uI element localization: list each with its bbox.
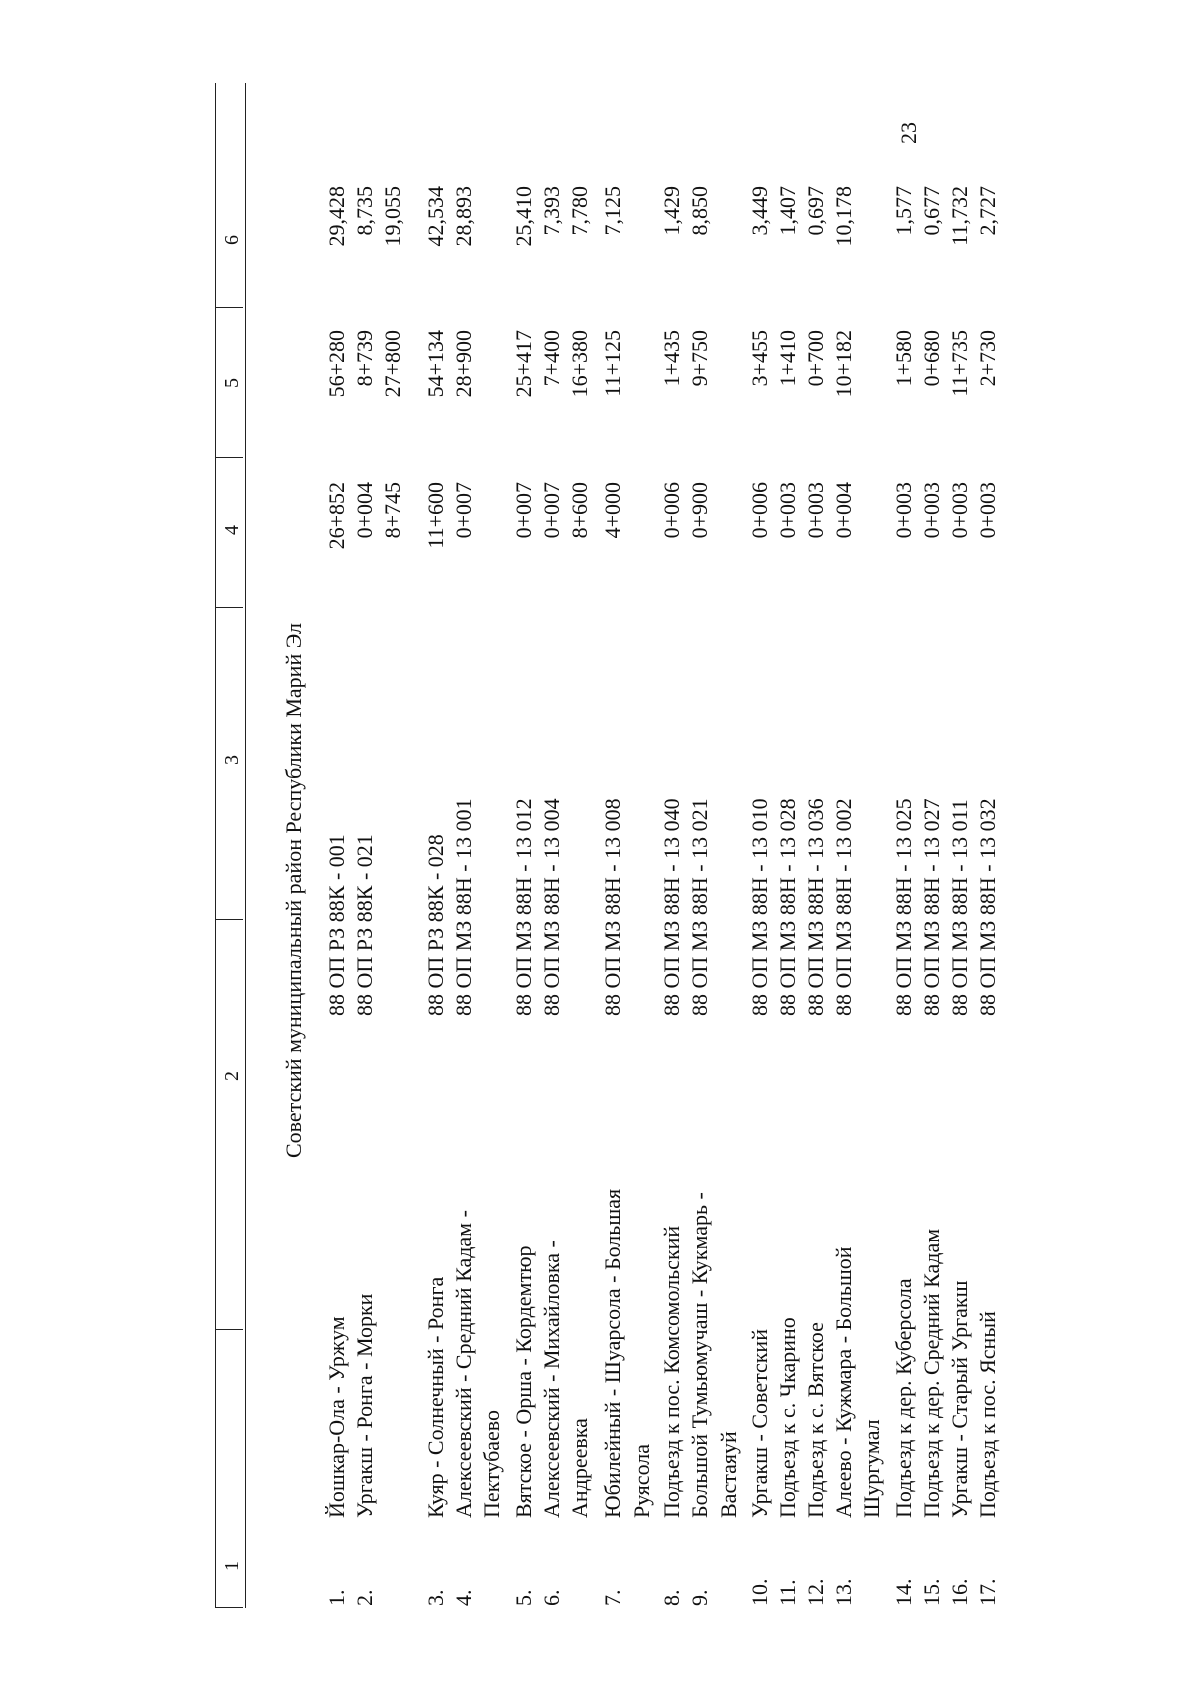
road-name: Куяр - Солнечный - Ронга — [423, 1276, 448, 1518]
start-km: 0+003 — [891, 482, 916, 539]
row-number: 4. — [451, 1589, 476, 1606]
end-km: 10+182 — [831, 330, 856, 398]
length-km: 1,429 — [659, 186, 684, 236]
road-id-code: 88 ОП МЗ 88Н - 13 004 — [539, 798, 564, 1016]
length-km: 0,677 — [919, 186, 944, 236]
row-number: 16. — [947, 1578, 972, 1606]
length-km: 7,780 — [567, 186, 592, 236]
road-name: Подъезд к дер. Средний Кадам — [919, 1228, 944, 1518]
column-number: 3 — [221, 755, 243, 765]
start-km: 0+004 — [831, 482, 856, 539]
end-km: 9+750 — [687, 330, 712, 387]
road-name: Ургакш - Ронга - Морки — [352, 1293, 377, 1518]
length-km: 8,735 — [352, 186, 377, 236]
row-number: 10. — [747, 1578, 772, 1606]
row-number: 5. — [511, 1589, 536, 1606]
column-number: 4 — [221, 525, 243, 535]
row-number: 8. — [659, 1589, 684, 1606]
start-km: 0+900 — [687, 482, 712, 539]
row-number: 1. — [324, 1589, 349, 1606]
length-km: 7,393 — [539, 186, 564, 236]
road-id-code: 88 ОП МЗ 88Н - 13 021 — [687, 798, 712, 1016]
length-km: 28,893 — [451, 186, 476, 247]
start-km: 4+000 — [600, 482, 625, 539]
row-number: 9. — [687, 1589, 712, 1606]
table-top-border — [215, 83, 216, 1608]
row-number: 2. — [352, 1589, 377, 1606]
table-row — [685, 83, 715, 1608]
end-km: 7+400 — [539, 330, 564, 387]
road-name: Алеево - Кужмара - Большой — [831, 1246, 856, 1518]
road-name: Йошкар-Ола - Уржум — [324, 1316, 349, 1518]
row-number: 3. — [423, 1589, 448, 1606]
table-row — [773, 83, 803, 1608]
section-title: Советский муниципальный район Республики Марий Эл — [281, 623, 306, 1158]
length-km: 25,410 — [511, 186, 536, 247]
road-name: Шургумал — [859, 1419, 884, 1518]
length-km: 1,577 — [891, 186, 916, 236]
start-km: 0+003 — [975, 482, 1000, 539]
end-km: 56+280 — [324, 330, 349, 398]
start-km: 0+007 — [451, 482, 476, 539]
end-km: 16+380 — [567, 330, 592, 398]
end-km: 0+700 — [803, 330, 828, 387]
road-id-code: 88 ОП МЗ 88Н - 13 008 — [600, 798, 625, 1016]
start-km: 0+004 — [352, 482, 377, 539]
road-id-code: 88 ОП МЗ 88Н - 13 001 — [451, 798, 476, 1016]
table-row — [537, 83, 567, 1608]
road-name: Ургакш - Советский — [747, 1329, 772, 1518]
length-km: 19,055 — [380, 186, 405, 247]
length-km: 11,732 — [947, 186, 972, 246]
length-km: 10,178 — [831, 186, 856, 247]
road-id-code: 88 ОП РЗ 88К - 028 — [423, 834, 448, 1016]
length-km: 8,850 — [687, 186, 712, 236]
end-km: 1+410 — [775, 330, 800, 387]
length-km: 42,534 — [423, 186, 448, 247]
table-row — [449, 83, 479, 1608]
table-row — [598, 83, 628, 1608]
end-km: 1+580 — [891, 330, 916, 387]
start-km: 8+600 — [567, 482, 592, 539]
start-km: 0+006 — [659, 482, 684, 539]
header-bottom-border — [245, 83, 246, 1608]
road-id-code: 88 ОП МЗ 88Н - 13 027 — [919, 798, 944, 1016]
row-number: 13. — [831, 1578, 856, 1606]
road-name: Алексеевский - Средний Кадам - — [451, 1210, 476, 1518]
road-id-code: 88 ОП РЗ 88К - 001 — [324, 834, 349, 1016]
road-name: Подъезд к с. Чкарино — [775, 1317, 800, 1518]
road-id-code: 88 ОП МЗ 88Н - 13 010 — [747, 798, 772, 1016]
column-number: 5 — [221, 378, 243, 388]
road-name: Алексеевский - Михайловка - — [539, 1240, 564, 1518]
column-number: 6 — [221, 235, 243, 245]
length-km: 29,428 — [324, 186, 349, 247]
start-km: 0+003 — [803, 482, 828, 539]
road-id-code: 88 ОП МЗ 88Н - 13 002 — [831, 798, 856, 1016]
table-row — [745, 83, 775, 1608]
row-number: 12. — [803, 1578, 828, 1606]
road-id-code: 88 ОП МЗ 88Н - 13 011 — [947, 799, 972, 1016]
road-id-code: 88 ОП МЗ 88Н - 13 025 — [891, 798, 916, 1016]
table-row — [857, 83, 887, 1608]
column-divider — [215, 307, 243, 308]
start-km: 0+003 — [919, 482, 944, 539]
start-km: 26+852 — [324, 482, 349, 550]
column-divider — [215, 1607, 243, 1608]
road-name: Подъезд к дер. Куберсола — [891, 1278, 916, 1518]
length-km: 0,697 — [803, 186, 828, 236]
end-km: 11+125 — [600, 330, 625, 397]
table-row — [973, 83, 1003, 1608]
road-name: Вастаяуй — [716, 1431, 741, 1518]
table-row — [714, 83, 744, 1608]
table-row — [829, 83, 859, 1608]
row-number: 11. — [775, 1579, 800, 1606]
roads-table — [215, 83, 1095, 1608]
road-id-code: 88 ОП МЗ 88Н - 13 036 — [803, 798, 828, 1016]
table-row — [421, 83, 451, 1608]
column-divider — [215, 457, 243, 458]
end-km: 0+680 — [919, 330, 944, 387]
length-km: 7,125 — [600, 186, 625, 236]
road-name: Андреевка — [567, 1418, 592, 1518]
road-name: Большой Тумьюмучаш - Кукмарь - — [687, 1192, 712, 1518]
road-name: Подъезд к пос. Ясный — [975, 1311, 1000, 1518]
row-number: 6. — [539, 1589, 564, 1606]
start-km: 0+007 — [539, 482, 564, 539]
start-km: 0+007 — [511, 482, 536, 539]
row-number: 7. — [600, 1589, 625, 1606]
row-number: 17. — [975, 1578, 1000, 1606]
table-row — [477, 83, 507, 1608]
length-km: 2,727 — [975, 186, 1000, 236]
road-id-code: 88 ОП МЗ 88Н - 13 032 — [975, 798, 1000, 1016]
table-row — [565, 83, 595, 1608]
table-row — [378, 83, 408, 1608]
table-row — [889, 83, 919, 1608]
start-km: 11+600 — [423, 482, 448, 549]
start-km: 0+003 — [947, 482, 972, 539]
end-km: 11+735 — [947, 330, 972, 397]
road-name: Юбилейный - Шуарсола - Большая — [600, 1188, 625, 1518]
start-km: 0+006 — [747, 482, 772, 539]
road-id-code: 88 ОП МЗ 88Н - 13 040 — [659, 798, 684, 1016]
road-name: Вятское - Орша - Кордемтюр — [511, 1245, 536, 1518]
road-name: Ургакш - Старый Ургакш — [947, 1280, 972, 1518]
table-row — [657, 83, 687, 1608]
end-km: 8+739 — [352, 330, 377, 387]
road-name: Подъезд к с. Вятское — [803, 1322, 828, 1518]
start-km: 0+003 — [775, 482, 800, 539]
end-km: 2+730 — [975, 330, 1000, 387]
road-id-code: 88 ОП РЗ 88К - 021 — [352, 834, 377, 1016]
road-name: Руясола — [629, 1443, 654, 1518]
column-number: 2 — [221, 1071, 243, 1081]
end-km: 1+435 — [659, 330, 684, 387]
end-km: 27+800 — [380, 330, 405, 398]
end-km: 54+134 — [423, 330, 448, 398]
road-id-code: 88 ОП МЗ 88Н - 13 028 — [775, 798, 800, 1016]
column-divider — [215, 607, 243, 608]
page-number: 23 — [896, 122, 921, 144]
road-id-code: 88 ОП МЗ 88Н - 13 012 — [511, 798, 536, 1016]
column-divider — [215, 1329, 243, 1330]
table-row — [801, 83, 831, 1608]
column-number: 1 — [221, 1561, 243, 1571]
column-divider — [215, 919, 243, 920]
length-km: 1,407 — [775, 186, 800, 236]
table-row — [322, 83, 352, 1608]
row-number: 15. — [919, 1578, 944, 1606]
road-name: Пектубаево — [479, 1409, 504, 1518]
end-km: 25+417 — [511, 330, 536, 398]
table-row — [945, 83, 975, 1608]
table-row — [917, 83, 947, 1608]
road-name: Подъезд к пос. Комсомольский — [659, 1225, 684, 1518]
table-row — [350, 83, 380, 1608]
table-row — [509, 83, 539, 1608]
end-km: 3+455 — [747, 330, 772, 387]
start-km: 8+745 — [380, 482, 405, 539]
row-number: 14. — [891, 1578, 916, 1606]
table-row — [627, 83, 657, 1608]
end-km: 28+900 — [451, 330, 476, 398]
length-km: 3,449 — [747, 186, 772, 236]
